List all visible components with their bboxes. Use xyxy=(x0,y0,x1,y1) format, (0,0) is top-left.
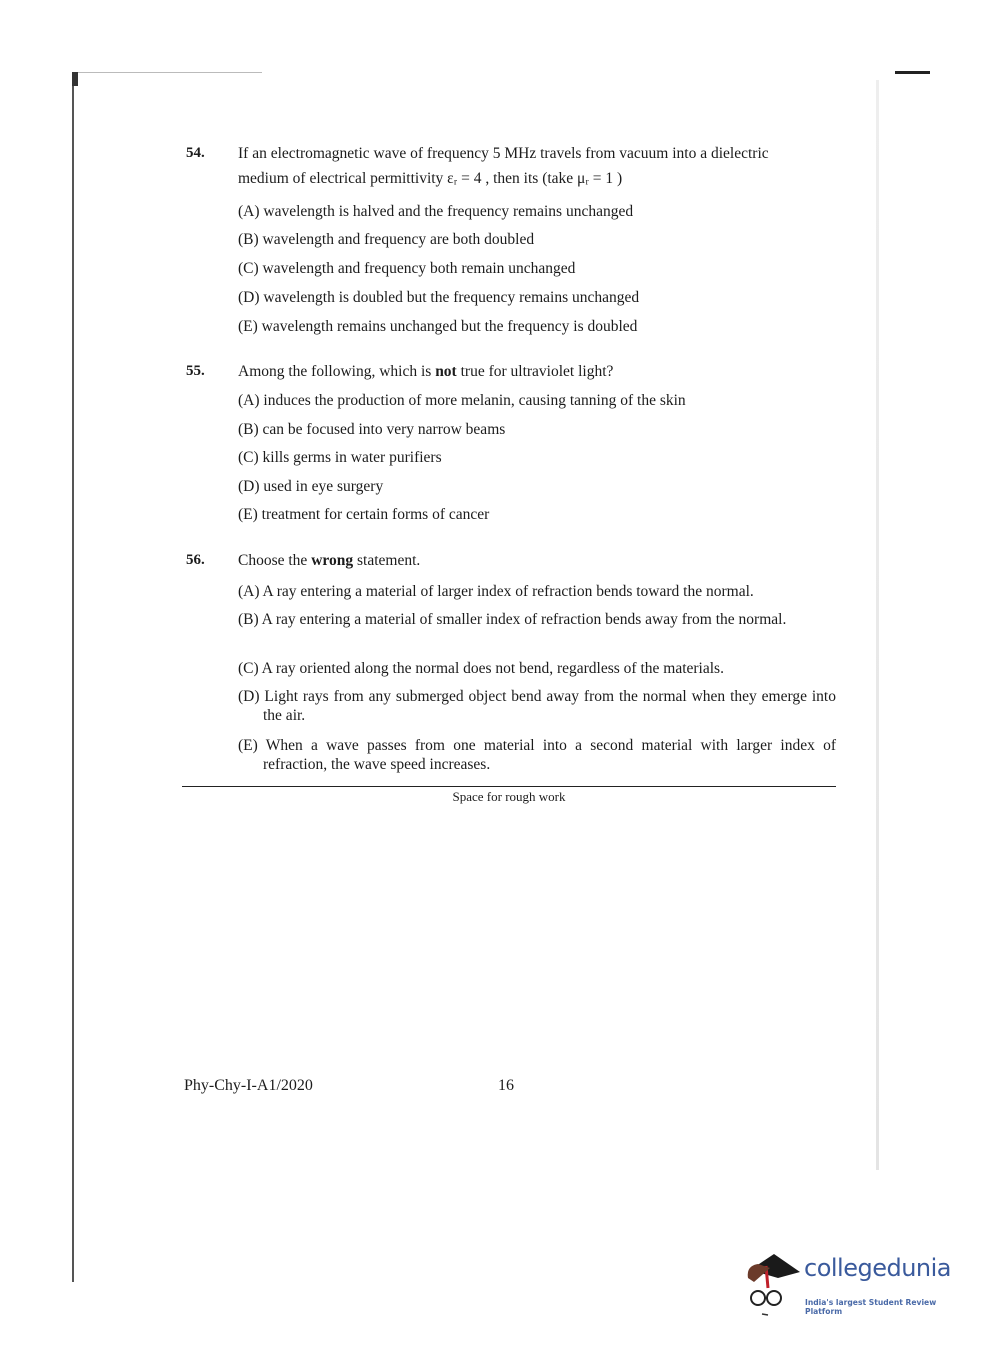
option-a: (A) wavelength is halved and the frequency remains unchanged xyxy=(238,203,634,220)
scan-edge-right-top xyxy=(895,71,930,74)
option-d: (D) Light rays from any submerged object bend away from the normal when they emerge into the air. xyxy=(238,688,836,724)
option-e: (E) treatment for certain forms of cancer xyxy=(238,506,490,523)
option-c: (C) A ray oriented along the normal does not bend, regardless of the materials. xyxy=(238,660,724,677)
brand-name: collegedunia xyxy=(804,1254,952,1282)
question-stem xyxy=(238,552,836,570)
option-c: (C) wavelength and frequency both remain unchanged xyxy=(238,260,576,277)
question-number: 54. xyxy=(186,145,205,161)
question-stem xyxy=(238,363,836,381)
option-b: (B) can be focused into very narrow beams xyxy=(238,421,506,438)
scan-corner-mark xyxy=(72,72,78,86)
stem-emphasis: not xyxy=(435,363,457,380)
option-d: (D) used in eye surgery xyxy=(238,478,384,495)
stem-emphasis: wrong xyxy=(311,552,354,569)
option-b: (B) wavelength and frequency are both doubled xyxy=(238,231,535,248)
page-number: 16 xyxy=(498,1077,514,1094)
question-stem-line: If an electromagnetic wave of frequency 5 MHz travels from vacuum into a dielectric xyxy=(238,145,769,162)
option-c: (C) kills germs in water purifiers xyxy=(238,449,442,466)
collegedunia-watermark xyxy=(744,1248,974,1318)
stem-text: true for ultraviolet light? xyxy=(456,363,614,380)
option-d: (D) wavelength is doubled but the frequency remains unchanged xyxy=(238,289,640,306)
question-number: 55. xyxy=(186,363,205,379)
question-stem-line: medium of electrical permittivity εᵣ = 4 , then its (take μᵣ = 1 ) xyxy=(238,170,623,187)
scan-edge-left xyxy=(72,72,74,1282)
stem-text: statement. xyxy=(353,552,421,569)
scan-edge-right xyxy=(876,80,879,1170)
stem-text: Choose the xyxy=(238,552,312,569)
question-number: 56. xyxy=(186,552,205,568)
brand-tagline: India's largest Student Review Platform xyxy=(805,1298,937,1316)
paper-code: Phy-Chy-I-A1/2020 xyxy=(184,1077,313,1094)
stem-text: Among the following, which is xyxy=(238,363,436,380)
scan-edge-top xyxy=(72,72,262,73)
option-b: (B) A ray entering a material of smaller index of refraction bends away from the normal. xyxy=(238,611,787,628)
option-e: (E) When a wave passes from one material into a second material with larger index of refraction, the wave speed increases. xyxy=(238,737,836,773)
rough-work-divider xyxy=(182,786,836,787)
rough-work-label: Space for rough work xyxy=(452,789,566,804)
option-a: (A) A ray entering a material of larger index of refraction bends toward the normal. xyxy=(238,583,754,600)
option-e: (E) wavelength remains unchanged but the frequency is doubled xyxy=(238,318,638,335)
option-a: (A) induces the production of more melanin, causing tanning of the skin xyxy=(238,392,686,409)
mascot-icon xyxy=(744,1248,804,1318)
